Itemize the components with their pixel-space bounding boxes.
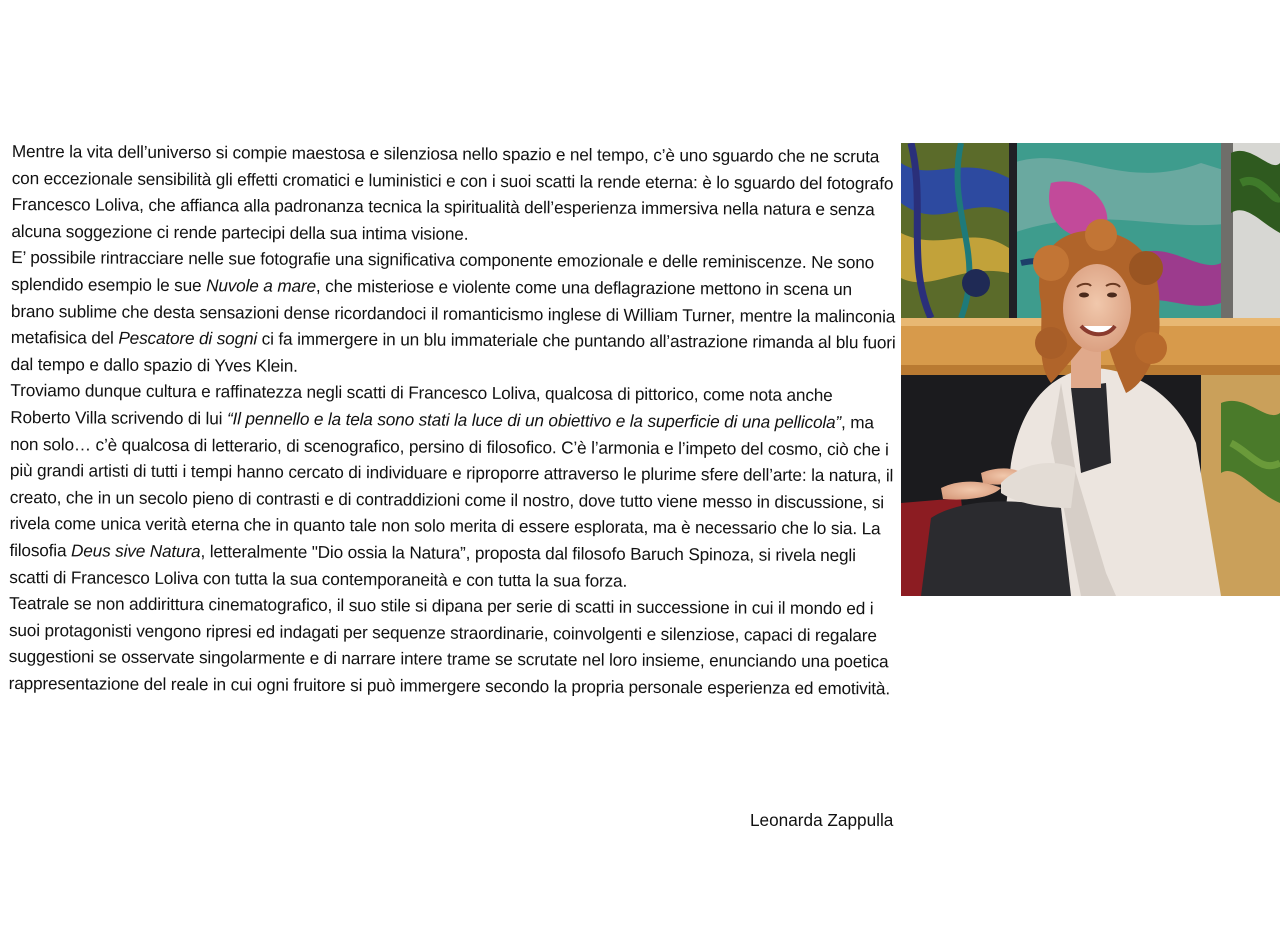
- paragraph-4: Teatrale se non addirittura cinematografico, il suo stile si dipana per serie di scatti in successione in cui il mondo ed i suoi protagonisti vengono ripresi ed indagati per sequenze straordinarie, coinvolgenti e silenziose, capaci di regalare suggestioni se osservate singolarmente e di narrare intere trame se scrutate nel loro insieme, enunciando una poetica rappresentazione del reale in cui ogni fruitore si può immergere secondo la propria personale esperienza ed emotività.: [8, 593, 891, 699]
- article-body: [9, 138, 898, 702]
- paragraph-1: Mentre la vita dell’universo si compie maestosa e silenziosa nello spazio e nel tempo, c’è uno sguardo che ne scruta con eccezionale sensibilità gli effetti cromatici e luministici e con i suoi scatti la rende eterna: è lo sguardo del fotografo Francesco Loliva, che affianca alla padronanza tecnica la spiritualità dell’esperienza immersiva nella natura e senza alcuna soggezione ci rende partecipi della sua intima visione.: [11, 140, 894, 244]
- author-photo: [901, 143, 1280, 596]
- quote-roberto-villa: “Il pennello e la tela sono stati la luce di un obiettivo e la superficie di una pellicola”: [226, 408, 842, 433]
- title-pescatore-di-sogni: Pescatore di sogni: [118, 327, 258, 349]
- paragraph-2: E’ possibile rintracciare nelle sue fotografie una significativa componente emozionale e delle reminiscenze. Ne sono splendido esempio le sue Nuvole a mare, che misteriose e violente come una deflagrazione mettono in scena un brano sublime che desta sensazioni dense ricordandoci il romanticismo inglese di William Turner, mentre la malinconia metafisica del Pescatore di sogni ci fa immergere in un blu immateriale che puntando all’astrazione rimanda al blu fuori dal tempo e dallo spazio di Yves Klein.: [10, 247, 896, 376]
- author-signature: Leonarda Zappulla: [750, 810, 894, 830]
- term-deus-sive-natura: Deus sive Natura: [70, 540, 201, 562]
- paragraph-3: Troviamo dunque cultura e raffinatezza negli scatti di Francesco Loliva, qualcosa di pittorico, come nota anche Roberto Villa scrivendo di lui “Il pennello e la tela sono stati la luce di un obiettivo e la superficie di una pellicola”, ma non solo… c’è qualcosa di letterario, di scenografico, persino di filosofico. C’è l’armonia e l’impeto del cosmo, ciò che i più grandi artisti di tutti i tempi hanno cercato di individuare e riproporre attraverso le plurime sfere dell’arte: la natura, il creato, che in un secolo pieno di contrasti e di contraddizioni come il nostro, dove tutto viene messo in discussione, si rivela come unica verità eterna che in quanto tale non solo merita di essere esplorata, ma è necessario che lo sia. La filosofia Deus sive Natura, letteralmente "Dio ossia la Natura”, proposta dal filosofo Baruch Spinoza, si rivela negli scatti di Francesco Loliva con tutta la sua contemporaneità e con tutta la sua forza.: [9, 380, 894, 591]
- title-nuvole-a-mare: Nuvole a mare: [206, 275, 316, 296]
